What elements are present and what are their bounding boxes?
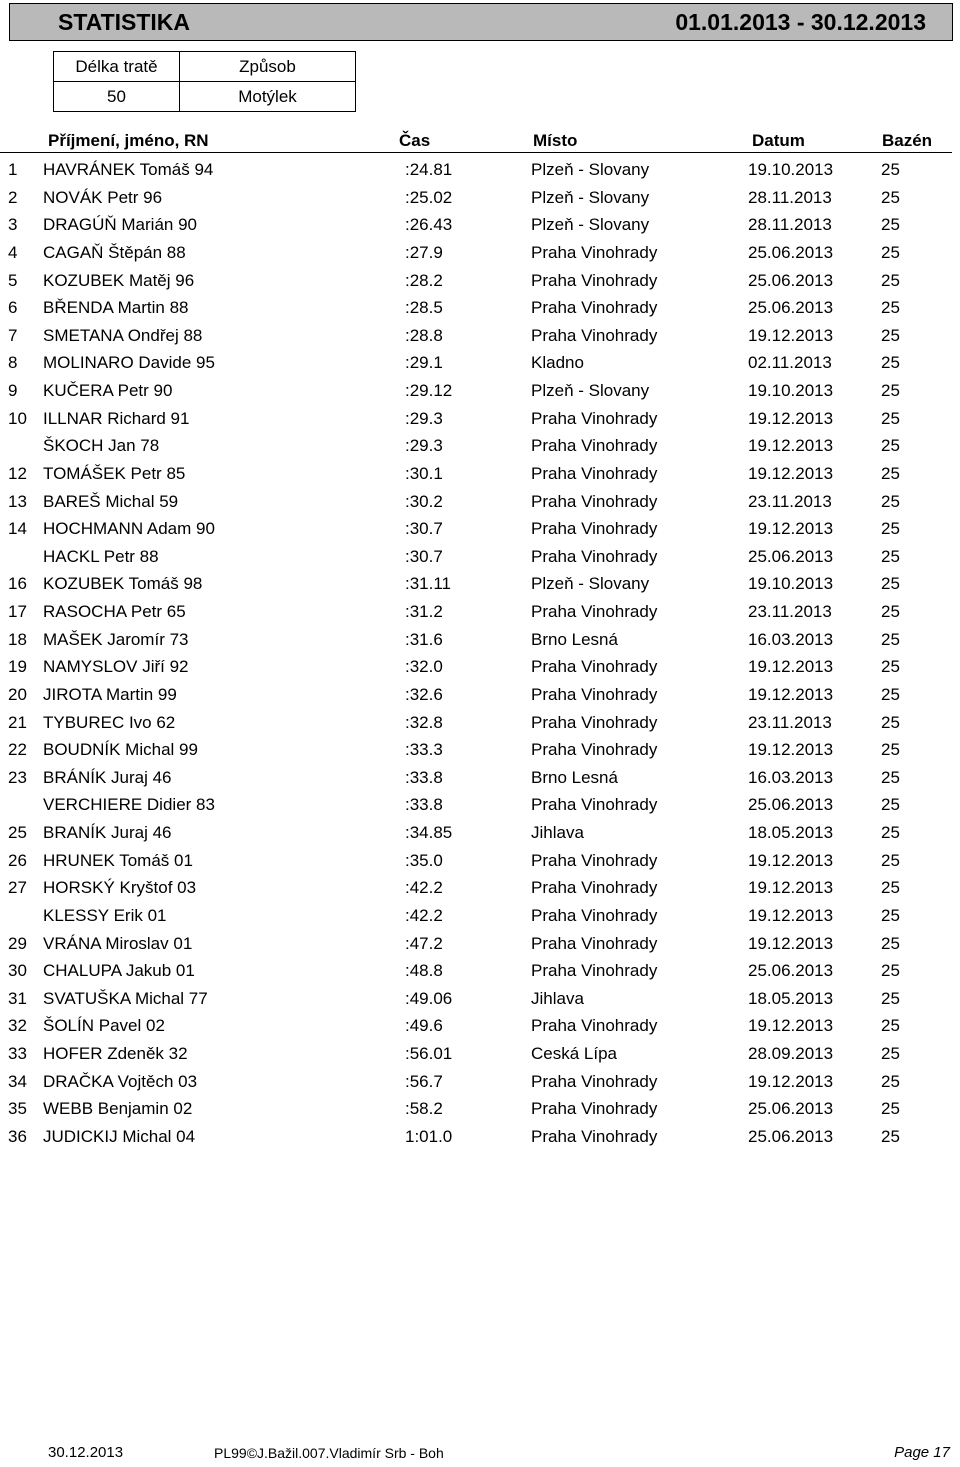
name-cell: ILLNAR Richard 91: [43, 408, 190, 428]
time-cell: :26.43: [405, 215, 453, 235]
place-cell: Plzeň - Slovany: [531, 187, 650, 207]
pool-cell: 25: [881, 629, 900, 649]
table-row: [0, 294, 960, 322]
pool-cell: 25: [881, 215, 900, 235]
name-cell: DRAGÚŇ Marián 90: [43, 215, 197, 235]
pool-cell: 25: [881, 546, 900, 566]
pool-cell: 25: [881, 1071, 900, 1091]
table-row: [0, 488, 960, 516]
column-header-date: Datum: [752, 131, 805, 150]
place-cell: Praha Vinohrady: [531, 491, 658, 511]
name-cell: JIROTA Martin 99: [43, 684, 177, 704]
pool-cell: 25: [881, 1099, 900, 1119]
time-cell: :28.5: [405, 298, 443, 318]
place-cell: Praha Vinohrady: [531, 519, 658, 539]
date-cell: 19.10.2013: [748, 160, 834, 179]
name-cell: MAŠEK Jaromír 73: [43, 629, 189, 649]
column-header-pool: Bazén: [882, 131, 933, 150]
name-cell: KOZUBEK Matěj 96: [43, 270, 195, 290]
name-cell: CAGAŇ Štěpán 88: [43, 242, 186, 262]
page-title: STATISTIKA: [58, 9, 191, 35]
pool-cell: 25: [881, 602, 900, 621]
rank-cell: 35: [8, 1099, 27, 1119]
place-cell: Plzeň - Slovany: [531, 160, 650, 179]
table-row: [0, 543, 960, 571]
rank-cell: 14: [8, 519, 27, 539]
rank-cell: 20: [8, 684, 27, 704]
table-row: [0, 957, 960, 985]
time-cell: :29.12: [405, 381, 453, 400]
name-cell: MOLINARO Davide 95: [43, 353, 215, 373]
date-cell: 28.11.2013: [748, 215, 832, 235]
date-cell: 23.11.2013: [748, 491, 832, 511]
date-cell: 19.12.2013: [748, 740, 834, 760]
date-cell: 18.05.2013: [748, 988, 834, 1008]
name-cell: HORSKÝ Kryštof 03: [43, 878, 197, 898]
table-row: [0, 267, 960, 295]
column-header-name: Příjmení, jméno, RN: [48, 131, 209, 150]
date-cell: 19.10.2013: [748, 574, 834, 594]
rank-cell: 19: [8, 657, 27, 677]
date-cell: 25.06.2013: [748, 242, 834, 262]
rank-cell: 23: [8, 767, 27, 787]
time-cell: :32.0: [405, 657, 443, 677]
time-cell: :31.2: [405, 602, 443, 621]
place-cell: Praha Vinohrady: [531, 684, 658, 704]
time-cell: :33.8: [405, 795, 443, 815]
name-cell: RASOCHA Petr 65: [43, 602, 186, 621]
rank-cell: 10: [8, 408, 27, 428]
pool-cell: 25: [881, 298, 900, 318]
pool-cell: 25: [881, 767, 900, 787]
rank-cell: 34: [8, 1071, 27, 1091]
date-cell: 19.12.2013: [748, 436, 834, 456]
rank-cell: 12: [8, 463, 27, 483]
place-cell: Plzeň - Slovany: [531, 574, 650, 594]
rank-cell: 21: [8, 712, 27, 732]
place-cell: Praha Vinohrady: [531, 657, 658, 677]
name-cell: BRÁNÍK Juraj 46: [43, 767, 172, 787]
table-row: [0, 681, 960, 709]
results-table: [0, 156, 960, 1151]
time-cell: :30.2: [405, 491, 443, 511]
name-cell: NAMYSLOV Jiří 92: [43, 657, 189, 677]
name-cell: HOFER Zdeněk 32: [43, 1044, 188, 1063]
place-cell: Jihlava: [531, 823, 584, 842]
name-cell: HOCHMANN Adam 90: [43, 519, 215, 539]
rank-cell: 1: [8, 160, 18, 179]
table-row: [0, 432, 960, 460]
table-row: [0, 349, 960, 377]
style-value: Motýlek: [180, 82, 356, 112]
rank-cell: 25: [8, 823, 27, 842]
table-row: [0, 902, 960, 930]
table-row: [0, 626, 960, 654]
pool-cell: 25: [881, 381, 900, 400]
table-row: [0, 653, 960, 681]
name-cell: JUDICKIJ Michal 04: [43, 1126, 196, 1146]
table-row: [0, 156, 960, 184]
table-row: [0, 1123, 960, 1151]
place-cell: Praha Vinohrady: [531, 242, 658, 262]
table-row: [0, 791, 960, 819]
rank-cell: 27: [8, 878, 27, 898]
place-cell: Kladno: [531, 353, 584, 373]
time-cell: :42.2: [405, 905, 443, 925]
date-cell: 19.12.2013: [748, 1016, 834, 1036]
place-cell: Praha Vinohrady: [531, 325, 658, 345]
time-cell: :58.2: [405, 1099, 443, 1119]
table-row: [0, 764, 960, 792]
pool-cell: 25: [881, 408, 900, 428]
date-cell: 19.12.2013: [748, 878, 834, 898]
time-cell: :24.81: [405, 160, 453, 179]
pool-cell: 25: [881, 519, 900, 539]
table-row: [0, 819, 960, 847]
rank-cell: 17: [8, 602, 27, 621]
name-cell: TOMÁŠEK Petr 85: [43, 463, 186, 483]
pool-cell: 25: [881, 850, 900, 870]
pool-cell: 25: [881, 795, 900, 815]
time-cell: :48.8: [405, 961, 443, 981]
time-cell: :29.3: [405, 436, 443, 456]
pool-cell: 25: [881, 1126, 900, 1146]
table-row: [0, 1068, 960, 1096]
date-cell: 25.06.2013: [748, 1099, 834, 1119]
style-label: Způsob: [180, 52, 356, 82]
rank-cell: 18: [8, 629, 27, 649]
place-cell: Praha Vinohrady: [531, 436, 658, 456]
date-cell: 16.03.2013: [748, 767, 834, 787]
time-cell: :32.6: [405, 684, 443, 704]
place-cell: Praha Vinohrady: [531, 740, 658, 760]
name-cell: SVATUŠKA Michal 77: [43, 988, 208, 1008]
table-row: [0, 930, 960, 958]
pool-cell: 25: [881, 325, 900, 345]
rank-cell: 3: [8, 215, 18, 235]
name-cell: HACKL Petr 88: [43, 546, 159, 566]
table-row: [0, 211, 960, 239]
name-cell: SMETANA Ondřej 88: [43, 325, 203, 345]
time-cell: :29.1: [405, 353, 443, 373]
place-cell: Praha Vinohrady: [531, 1071, 658, 1091]
place-cell: Plzeň - Slovany: [531, 381, 650, 400]
table-row: [0, 985, 960, 1013]
rank-cell: 6: [8, 298, 18, 318]
name-cell: KOZUBEK Tomáš 98: [43, 574, 203, 594]
rank-cell: 9: [8, 381, 18, 400]
time-cell: :33.3: [405, 740, 443, 760]
time-cell: :49.6: [405, 1016, 443, 1036]
pool-cell: 25: [881, 491, 900, 511]
pool-cell: 25: [881, 933, 900, 953]
name-cell: ŠOLÍN Pavel 02: [43, 1016, 165, 1036]
place-cell: Praha Vinohrady: [531, 712, 658, 732]
table-row: [0, 1012, 960, 1040]
rank-cell: 30: [8, 961, 27, 981]
time-cell: :30.7: [405, 519, 443, 539]
column-header-place: Místo: [533, 131, 578, 150]
rank-cell: 13: [8, 491, 27, 511]
rank-cell: 22: [8, 740, 27, 760]
date-cell: 23.11.2013: [748, 602, 832, 621]
place-cell: Praha Vinohrady: [531, 408, 658, 428]
name-cell: WEBB Benjamin 02: [43, 1099, 193, 1119]
table-row: [0, 598, 960, 626]
date-cell: 19.12.2013: [748, 1071, 834, 1091]
date-cell: 19.12.2013: [748, 933, 834, 953]
date-cell: 19.12.2013: [748, 905, 834, 925]
name-cell: NOVÁK Petr 96: [43, 187, 163, 207]
date-cell: 19.10.2013: [748, 381, 834, 400]
name-cell: KLESSY Erik 01: [43, 905, 167, 925]
time-cell: :27.9: [405, 242, 443, 262]
rank-cell: 31: [8, 988, 27, 1008]
date-cell: 19.12.2013: [748, 657, 834, 677]
date-cell: 25.06.2013: [748, 795, 834, 815]
pool-cell: 25: [881, 463, 900, 483]
name-cell: KUČERA Petr 90: [43, 381, 173, 400]
name-cell: DRAČKA Vojtěch 03: [43, 1071, 198, 1091]
name-cell: BAREŠ Michal 59: [43, 491, 179, 511]
pool-cell: 25: [881, 684, 900, 704]
name-cell: BŘENDA Martin 88: [43, 298, 189, 318]
distance-label: Délka tratě: [54, 52, 180, 82]
time-cell: :31.11: [405, 574, 452, 594]
place-cell: Praha Vinohrady: [531, 270, 658, 290]
time-cell: :56.01: [405, 1044, 453, 1063]
time-cell: 1:01.0: [405, 1126, 453, 1146]
place-cell: Praha Vinohrady: [531, 905, 658, 925]
name-cell: BRANÍK Juraj 46: [43, 823, 172, 842]
name-cell: CHALUPA Jakub 01: [43, 961, 195, 981]
date-cell: 19.12.2013: [748, 463, 834, 483]
footer-credit: PL99©J.Bažil.007.Vladimír Srb - Boh: [214, 1445, 444, 1461]
table-row: [0, 377, 960, 405]
date-cell: 28.11.2013: [748, 187, 832, 207]
name-cell: TYBUREC Ivo 62: [43, 712, 176, 732]
place-cell: Praha Vinohrady: [531, 961, 658, 981]
date-cell: 25.06.2013: [748, 961, 834, 981]
place-cell: Praha Vinohrady: [531, 933, 658, 953]
pool-cell: 25: [881, 878, 900, 898]
rank-cell: 7: [8, 325, 18, 345]
table-row: [0, 736, 960, 764]
time-cell: :35.0: [405, 850, 443, 870]
pool-cell: 25: [881, 1044, 900, 1063]
distance-value: 50: [54, 82, 180, 112]
place-cell: Praha Vinohrady: [531, 1099, 658, 1119]
place-cell: Praha Vinohrady: [531, 795, 658, 815]
date-cell: 18.05.2013: [748, 823, 834, 842]
date-cell: 16.03.2013: [748, 629, 834, 649]
table-row: [0, 184, 960, 212]
table-row: [0, 1095, 960, 1123]
date-cell: 25.06.2013: [748, 546, 834, 566]
time-cell: :31.6: [405, 629, 443, 649]
time-cell: :33.8: [405, 767, 443, 787]
place-cell: Ceská Lípa: [531, 1044, 617, 1063]
table-row: [0, 322, 960, 350]
date-cell: 28.09.2013: [748, 1044, 834, 1063]
time-cell: :30.1: [405, 463, 443, 483]
date-cell: 02.11.2013: [748, 353, 832, 373]
header-divider: [0, 152, 952, 153]
table-row: [0, 570, 960, 598]
date-cell: 25.06.2013: [748, 1126, 834, 1146]
place-cell: Jihlava: [531, 988, 584, 1008]
date-range: 01.01.2013 - 30.12.2013: [675, 9, 926, 35]
time-cell: :56.7: [405, 1071, 443, 1091]
pool-cell: 25: [881, 712, 900, 732]
name-cell: ŠKOCH Jan 78: [43, 436, 160, 456]
time-cell: :34.85: [405, 823, 453, 842]
pool-cell: 25: [881, 187, 900, 207]
date-cell: 25.06.2013: [748, 298, 834, 318]
rank-cell: 2: [8, 187, 18, 207]
rank-cell: 5: [8, 270, 18, 290]
time-cell: :32.8: [405, 712, 443, 732]
pool-cell: 25: [881, 1016, 900, 1036]
place-cell: Praha Vinohrady: [531, 850, 658, 870]
rank-cell: 36: [8, 1126, 27, 1146]
time-cell: :47.2: [405, 933, 443, 953]
place-cell: Praha Vinohrady: [531, 1016, 658, 1036]
pool-cell: 25: [881, 905, 900, 925]
pool-cell: 25: [881, 740, 900, 760]
pool-cell: 25: [881, 961, 900, 981]
rank-cell: 29: [8, 933, 27, 953]
time-cell: :30.7: [405, 546, 443, 566]
place-cell: Brno Lesná: [531, 767, 618, 787]
pool-cell: 25: [881, 988, 900, 1008]
place-cell: Plzeň - Slovany: [531, 215, 650, 235]
place-cell: Brno Lesná: [531, 629, 618, 649]
name-cell: HRUNEK Tomáš 01: [43, 850, 193, 870]
page-number: Page 17: [894, 1444, 950, 1461]
pool-cell: 25: [881, 353, 900, 373]
name-cell: VRÁNA Miroslav 01: [43, 933, 193, 953]
table-row: [0, 874, 960, 902]
rank-cell: 8: [8, 353, 18, 373]
pool-cell: 25: [881, 242, 900, 262]
name-cell: BOUDNÍK Michal 99: [43, 740, 198, 760]
time-cell: :42.2: [405, 878, 443, 898]
table-row: [0, 1040, 960, 1068]
time-cell: :28.2: [405, 270, 443, 290]
date-cell: 19.12.2013: [748, 325, 834, 345]
place-cell: Praha Vinohrady: [531, 602, 658, 621]
name-cell: VERCHIERE Didier 83: [43, 795, 215, 815]
place-cell: Praha Vinohrady: [531, 463, 658, 483]
time-cell: :29.3: [405, 408, 443, 428]
rank-cell: 16: [8, 574, 27, 594]
table-row: [0, 847, 960, 875]
table-row: [0, 460, 960, 488]
time-cell: :28.8: [405, 325, 443, 345]
date-cell: 25.06.2013: [748, 270, 834, 290]
pool-cell: 25: [881, 436, 900, 456]
date-cell: 19.12.2013: [748, 519, 834, 539]
pool-cell: 25: [881, 823, 900, 842]
pool-cell: 25: [881, 270, 900, 290]
pool-cell: 25: [881, 160, 900, 179]
time-cell: :25.02: [405, 187, 453, 207]
rank-cell: 26: [8, 850, 27, 870]
rank-cell: 32: [8, 1016, 27, 1036]
pool-cell: 25: [881, 657, 900, 677]
rank-cell: 33: [8, 1044, 27, 1063]
place-cell: Praha Vinohrady: [531, 546, 658, 566]
table-row: [0, 239, 960, 267]
pool-cell: 25: [881, 574, 900, 594]
date-cell: 19.12.2013: [748, 684, 834, 704]
column-header-time: Čas: [399, 131, 431, 150]
place-cell: Praha Vinohrady: [531, 298, 658, 318]
date-cell: 23.11.2013: [748, 712, 832, 732]
place-cell: Praha Vinohrady: [531, 878, 658, 898]
date-cell: 19.12.2013: [748, 850, 834, 870]
table-row: [0, 405, 960, 433]
name-cell: HAVRÁNEK Tomáš 94: [43, 160, 214, 179]
date-cell: 19.12.2013: [748, 408, 834, 428]
time-cell: :49.06: [405, 988, 453, 1008]
table-row: [0, 709, 960, 737]
footer-date: 30.12.2013: [48, 1444, 124, 1461]
rank-cell: 4: [8, 242, 18, 262]
parameters-table: [53, 51, 356, 112]
place-cell: Praha Vinohrady: [531, 1126, 658, 1146]
table-row: [0, 515, 960, 543]
header-banner: [9, 3, 953, 41]
